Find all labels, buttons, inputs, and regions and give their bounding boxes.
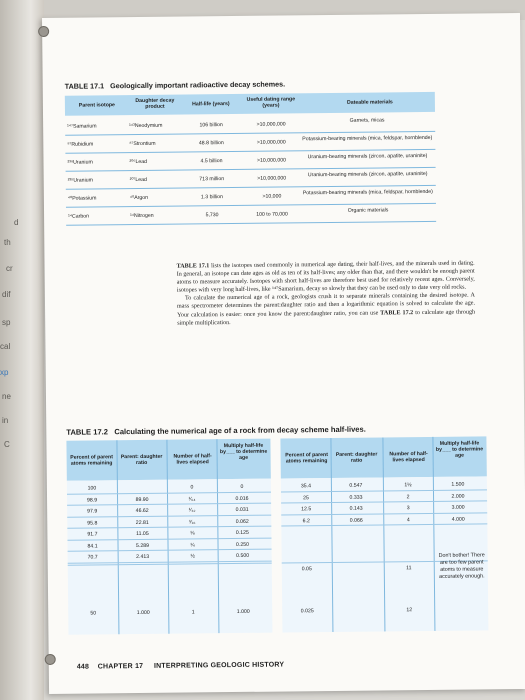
para-text-1: lists the isotopes used commonly in numerical age dating, their half-lives, and the minerals used in dating. In general, an isotope can date ages as old as ten of its half-lives; any older than that, and there wouldn't be enough parent atoms to measure accurately. Isotopes with short half-lives are therefore best used for relatively recent ages. Conversely, isotopes with very long half-lives, like ¹⁴⁷Samarium, decay so slowly that they can be used only to date very old rocks. [176, 260, 475, 294]
table2-cell-ratio: 0.547 [349, 482, 363, 489]
table2-cell-halves: ¼ [190, 541, 195, 548]
behind-page-fragment: in [2, 416, 9, 425]
table2-cell-halves: 12 [406, 607, 413, 614]
table1-cell-parent: ⁸⁷Rubidium [67, 141, 94, 148]
table1-cell-daughter: ⁴⁰Argon [129, 194, 149, 202]
table2-cell-ratio: 46.62 [135, 507, 149, 515]
chapter-title: INTERPRETING GEOLOGIC HISTORY [153, 661, 285, 670]
table2-cell-mult: 1.500 [451, 481, 465, 488]
table1-header-parent: Parent isotope [78, 102, 115, 109]
table2-cell-halves: 3 [406, 505, 410, 512]
table2-cell-mult: 0.016 [235, 495, 249, 502]
table2-cell-pct: 84.1 [87, 542, 98, 550]
table2-header-pct-right: Percent of parent atoms remaining [285, 452, 328, 465]
table2-header-mult-left: Multiply half-life by___ to determine age [219, 442, 268, 461]
table2 [66, 436, 488, 634]
table1-cell-range: >10,000,000 [256, 157, 287, 164]
table2-cell-pct: 6.2 [302, 517, 310, 524]
table1-header-materials: Dateable materials [346, 99, 393, 106]
table1-cell-halflife: 106 billion [199, 122, 223, 129]
table1-cell-parent: ⁴⁰Potassium [67, 195, 97, 202]
table2-cell-pct: 0.05 [301, 566, 312, 573]
table1-cell-materials: Uranium-bearing minerals (zircon, apatite, uraninite) [307, 152, 428, 161]
page-number: 448 [76, 663, 90, 671]
binder-ring-hole [38, 26, 49, 37]
table1-cell-range: 100 to 70,000 [256, 211, 288, 218]
table2-cell-halves: 2 [406, 493, 410, 500]
table2-cell-ratio: 5.289 [135, 542, 150, 549]
table2-cell-halves: ¹⁄₁₆ [189, 518, 196, 525]
table2-cell-pct: 0.025 [300, 608, 314, 615]
table2-cell-mult: 4.000 [451, 516, 465, 523]
table1-cell-parent: ¹⁴⁷Samarium [67, 123, 97, 130]
table2-cell-halves: 1 [191, 609, 195, 616]
table2-cell-ratio: 11.05 [136, 530, 149, 538]
table1-cell-halflife: 48.8 billion [198, 140, 224, 147]
table1-cell-materials: Garnets, micas [349, 117, 385, 124]
table1-cell-range: >10,000,000 [257, 175, 287, 182]
para-text-2a: To calculate the numerical age of a rock, geologists crush it to separate minerals containing the desired isotope. A mass spectrometer determines the parent:daughter ratio and then a logarithmic equation is solved to calculate the age. Your calculation is easier: once you know the parent:daughter ratio, you can use [177, 292, 476, 319]
table2-cell-pct: 98.9 [86, 496, 98, 504]
table2-cell-halves: 11 [406, 565, 412, 572]
table1-row-divider [66, 221, 436, 226]
table2-note: Don't bother! There are too few parent atoms to measure accurately enough. [438, 552, 485, 580]
table2-header-ratio-right: Parent: daughter ratio [335, 451, 378, 464]
table2-cell-ratio: 1.000 [136, 609, 150, 617]
table2-cell-mult: 0 [240, 483, 244, 490]
table1-cell-parent: ¹⁴Carbon [68, 213, 90, 220]
table2-cell-ratio: 22.81 [135, 519, 149, 526]
behind-page-fragment: cal [0, 342, 11, 351]
binder-cover-edge [0, 0, 44, 700]
table1-cell-materials: Potassium-bearing minerals (mica, feldspar, hornblende) [302, 134, 433, 143]
table2-cell-pct: 100 [87, 485, 97, 492]
table1-cell-daughter: ²⁰⁶Lead [129, 158, 148, 166]
behind-page-fragment: ne [2, 392, 11, 401]
table1-header-halflife: Half-life (years) [192, 101, 230, 108]
table2-label: TABLE 17.2 [66, 427, 109, 437]
table2-cell-halves: ¹⁄₆₄ [188, 495, 196, 502]
table1-caption [65, 79, 285, 90]
table1-cell-range: >10,000,000 [256, 139, 286, 146]
table2-cell-pct: 50 [90, 610, 97, 617]
table2-cell-mult: 0.500 [236, 552, 250, 559]
table1-cell-materials: Potassium-bearing minerals (mica, feldspar, hornblende) [302, 188, 433, 197]
table2-title: Calculating the numerical age of a rock from decay scheme half-lives. [114, 424, 366, 437]
para-table-ref: TABLE 17.1 [176, 263, 210, 270]
table1-cell-range: >10,000 [262, 193, 282, 200]
table2-cell-pct: 97.9 [87, 508, 98, 515]
page-footer [77, 661, 285, 670]
behind-page-fragment: C [4, 440, 10, 449]
chapter-label: CHAPTER 17 [97, 662, 144, 671]
table1-cell-daughter: ²⁰⁷Lead [129, 176, 147, 184]
table1-cell-halflife: 5,730 [205, 212, 219, 219]
table2-cell-pct: 91.7 [87, 531, 98, 538]
table2-cell-ratio: 0.066 [349, 517, 363, 524]
table2-cell-ratio: 0.143 [349, 505, 363, 512]
para-table-ref-2: TABLE 17.2 [380, 309, 414, 317]
table2-cell-mult: 2.000 [451, 493, 465, 500]
table2-header-ratio-left: Parent: daughter ratio [120, 453, 163, 467]
table1-title: Geologically important radioactive decay schemes. [110, 79, 286, 91]
table2-cell-mult: 0.062 [235, 518, 249, 525]
table2-header-halves-right: Number of half-lives elapsed [389, 450, 428, 464]
table1 [65, 92, 436, 224]
table1-cell-daughter: ¹⁴Nitrogen [130, 212, 154, 220]
table2-header-pct-left: Percent of parent atoms remaining [70, 454, 113, 467]
behind-page-fragment: xp [0, 368, 9, 377]
table1-cell-halflife: 1.3 billion [200, 194, 223, 201]
table2-cell-halves: 0 [190, 484, 194, 491]
table2-cell-mult: 0.250 [235, 541, 250, 548]
behind-page-fragment: sp [2, 318, 11, 327]
table2-caption [66, 425, 366, 437]
table2-cell-halves: ½ [190, 553, 195, 560]
table2-cell-pct: 25 [303, 494, 309, 501]
table2-cell-halves: 4 [406, 516, 410, 523]
table1-cell-halflife: 4.5 billion [200, 158, 223, 165]
table2-cell-mult: 1.000 [236, 608, 250, 615]
behind-page-fragment: th [4, 238, 11, 247]
table2-cell-ratio: 2.413 [136, 553, 150, 561]
table2-cell-halves: ¹⁄₃₂ [188, 507, 196, 514]
table1-label: TABLE 17.1 [64, 81, 105, 91]
table1-cell-halflife: 713 million [199, 176, 225, 183]
table1-header-range: Useful dating range (years) [246, 96, 296, 109]
table2-cell-pct: 95.8 [87, 519, 98, 527]
table1-cell-daughter: ⁸⁷Strontium [129, 140, 156, 148]
table1-cell-materials: Uranium-bearing minerals (zircon, apatite, uraninite) [307, 170, 428, 179]
table2-cell-ratio: 0.333 [349, 494, 363, 501]
table1-cell-range: >10,000,000 [256, 121, 286, 128]
table1-cell-daughter: ¹⁴³Neodymium [129, 122, 163, 130]
table2-cell-mult: 3.000 [451, 504, 465, 511]
table2-header-halves-left: Number of half-lives elapsed [173, 453, 212, 466]
behind-page-fragment: d [14, 218, 19, 227]
binder-ring-hole [45, 654, 56, 665]
behind-page-fragment: cr [6, 264, 13, 273]
table1-cell-parent: ²³⁸Uranium [67, 159, 93, 166]
table2-cell-mult: 0.031 [235, 506, 249, 513]
table2-cell-pct: 35.4 [300, 483, 311, 490]
table2-cell-halves: ⅛ [190, 530, 195, 537]
table1-cell-materials: Organic materials [347, 207, 389, 214]
para-text-2b: to calculate age through simple multiplication. [177, 309, 476, 327]
table2-cell-ratio: 89.90 [135, 496, 149, 503]
behind-page-fragment: dif [2, 290, 11, 299]
table2-cell-pct: 70.7 [87, 554, 98, 561]
book-page [42, 13, 525, 694]
table1-header-daughter: Daughter decay product [135, 97, 175, 110]
table2-cell-halves: 1½ [404, 482, 412, 489]
table2-header-mult-right: Multiply half-life by___ to determine age [435, 440, 484, 459]
body-paragraph [177, 259, 476, 327]
table2-cell-pct: 12.5 [301, 506, 312, 513]
table2-cell-mult: 0.125 [235, 529, 249, 536]
table1-cell-parent: ²³⁵Uranium [67, 177, 93, 184]
